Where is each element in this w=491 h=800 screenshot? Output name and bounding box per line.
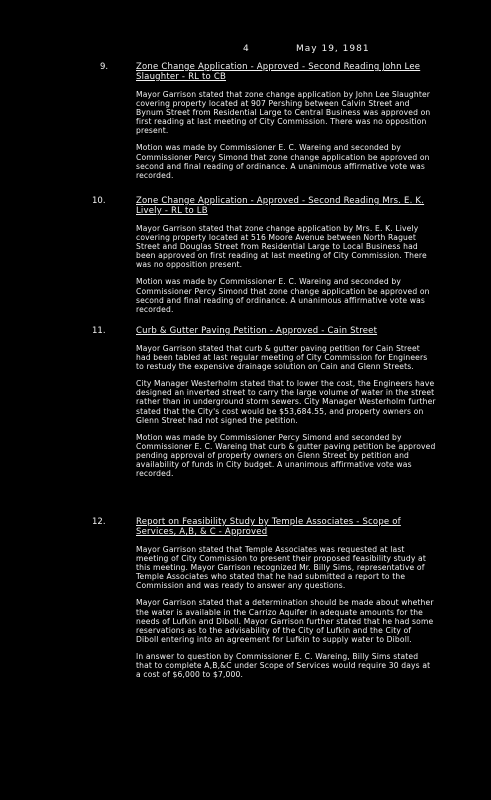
paragraph: In answer to question by Commissioner E. C. Wareing, Billy Sims stated that to complete A,B,&C under Scope of Services would require 30 days at a cost of $6,000 to $7,000.: [136, 651, 431, 680]
item-number: 11.: [92, 326, 106, 336]
item-number: 10.: [92, 196, 106, 206]
item-number: 12.: [92, 517, 106, 527]
item-title: Report on Feasibility Study by Temple Associates - Scope of Services, A,B, & C - Approved: [136, 517, 401, 537]
item-body: [136, 62, 436, 188]
paragraph: Motion was made by Commissioner E. C. Wareing and seconded by Commissioner Percy Simond that zone change application be approved on second and final reading of ordinance. A unanimous affirmative vote was recorded.: [136, 277, 430, 314]
page-number: 4: [243, 44, 250, 54]
item-title: Curb & Gutter Paving Petition - Approved - Cain Street: [136, 326, 378, 336]
meeting-date: May 19, 1981: [296, 44, 370, 54]
item-title: Zone Change Application - Approved - Second Reading John Lee Slaughter - RL to CB: [136, 62, 421, 82]
paragraph: Mayor Garrison stated that zone change application by John Lee Slaughter covering property located at 907 Pershing between Calvin Street and Bynum Street from Residential Large to Central Business was approved on first reading at last meeting of City Commission. There was no opposition present.: [136, 90, 431, 136]
item-number: 9.: [100, 62, 109, 72]
item-body: [136, 196, 436, 322]
item-body: [136, 326, 436, 486]
item-title: Zone Change Application - Approved - Second Reading Mrs. E. K. Lively - RL to LB: [136, 196, 425, 216]
paragraph: Mayor Garrison stated that Temple Associates was requested at last meeting of City Commission to present their proposed feasibility study at this meeting. Mayor Garrison recognized Mr. Billy Sims, representative of Temple Associates who stated that he had submitted a report to the Commission and was ready to answer any questions.: [136, 545, 426, 591]
paragraph: Mayor Garrison stated that curb & gutter paving petition for Cain Street had been tabled at last regular meeting of City Commission for Engineers to restudy the expensive drainage solution on Cain and Glenn Streets.: [136, 344, 428, 372]
paragraph: Mayor Garrison stated that a determination should be made about whether the water is available in the Carrizo Aquifer in adequate amounts for the needs of Lufkin and Diboll. Mayor Garrison further stated that he had some reservations as to the advisability of the City of Lufkin and the City of Diboll entering into an agreement for Lufkin to supply water to Diboll.: [136, 598, 434, 644]
paragraph: Mayor Garrison stated that zone change application by Mrs. E. K. Lively covering property located at 516 Moore Avenue between North Raguet Street and Douglas Street from Residential Large to Local Business had been approved on first reading at last meeting of City Commission. There was no opposition present.: [136, 224, 427, 270]
paragraph: Motion was made by Commissioner Percy Simond and seconded by Commissioner E. C. Wareing that curb & gutter paving petition be approved pending approval of property owners on Glenn Street by petition and availability of funds in City budget. A unanimous affirmative vote was recorded.: [136, 432, 436, 479]
paragraph: City Manager Westerholm stated that to lower the cost, the Engineers have designed an inverted street to carry the large volume of water in the street rather than in underground storm sewers. City Manager Westerholm further stated that the City's cost would be $53,684.55, and property owners on Glenn Street had not signed the petition.: [136, 379, 436, 425]
item-body: [136, 517, 436, 687]
paragraph: Motion was made by Commissioner E. C. Wareing and seconded by Commissioner Percy Simond that zone change application be approved on second and final reading of ordinance. A unanimous affirmative vote was recorded.: [136, 143, 430, 180]
